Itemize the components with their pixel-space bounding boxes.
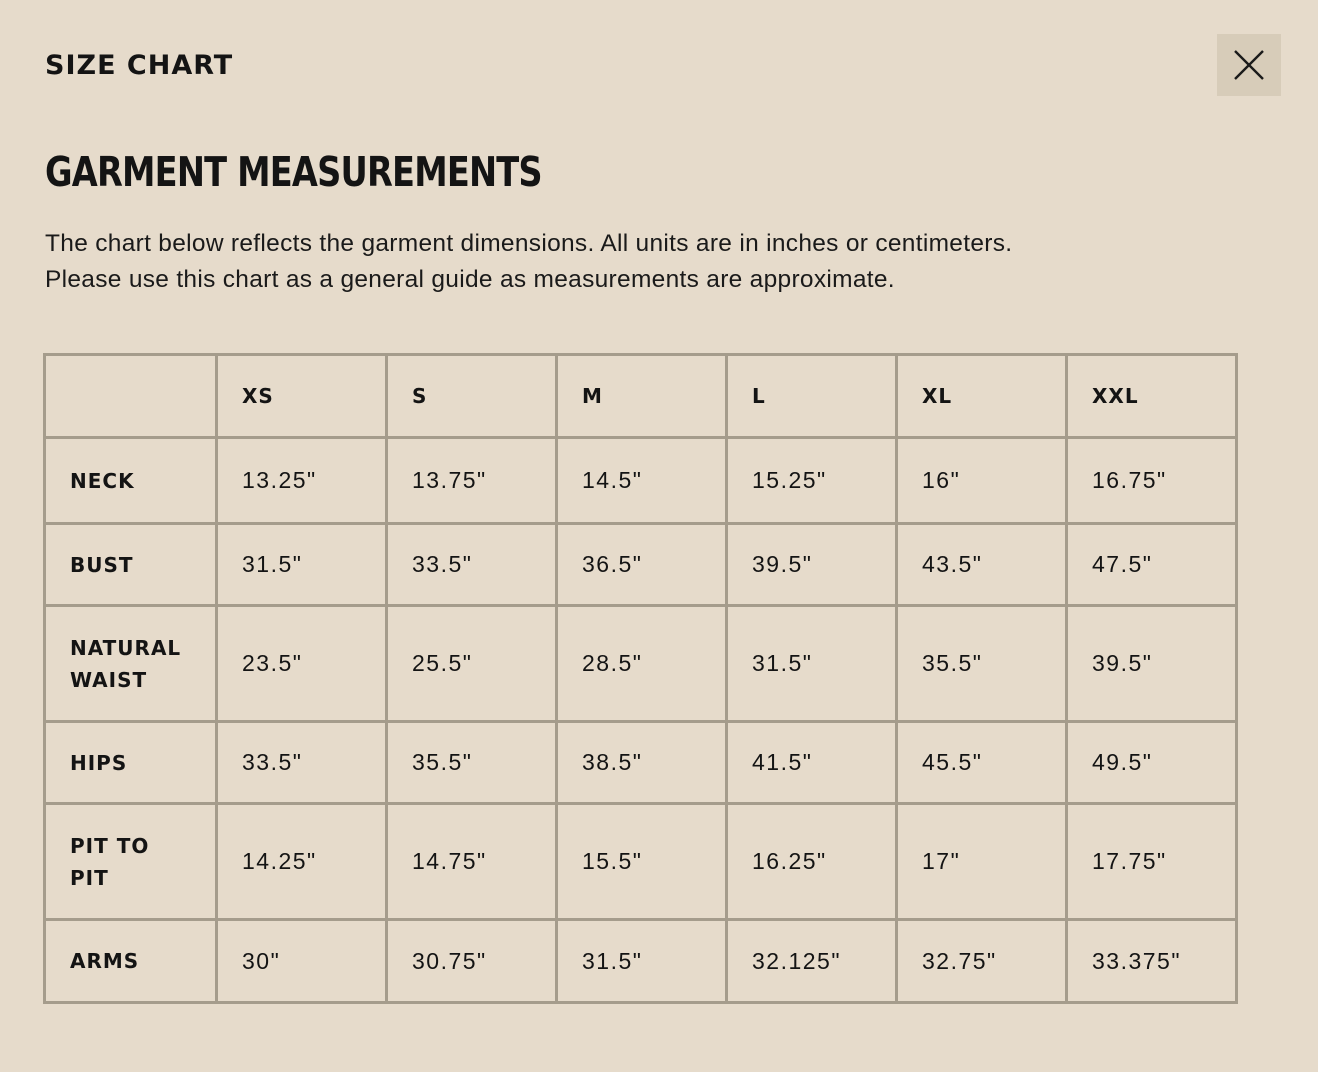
table-row-bust [45, 524, 1237, 606]
table-cell: 16" [897, 438, 1067, 524]
table-row-hips [45, 722, 1237, 804]
table-cell: 31.5" [727, 606, 897, 722]
row-label-line-2: PIT [70, 865, 109, 890]
table-cell: 33.375" [1067, 920, 1237, 1003]
table-cell: 15.25" [727, 438, 897, 524]
header-size-xxl: XXL [1067, 355, 1237, 438]
table-cell: 38.5" [557, 722, 727, 804]
row-label-natural-waist [45, 606, 217, 722]
modal-title: SIZE CHART [45, 50, 234, 81]
close-x-icon [1233, 49, 1265, 81]
table-cell: 49.5" [1067, 722, 1237, 804]
header-empty-cell [45, 355, 217, 438]
table-cell: 30.75" [387, 920, 557, 1003]
table-cell: 13.25" [217, 438, 387, 524]
table-cell: 33.5" [217, 722, 387, 804]
table-cell: 47.5" [1067, 524, 1237, 606]
table-cell: 14.75" [387, 804, 557, 920]
table-cell: 36.5" [557, 524, 727, 606]
row-label-bust: BUST [45, 524, 217, 606]
row-label-line-1: NATURAL [70, 635, 182, 660]
row-label-line-1: PIT TO [70, 833, 150, 858]
row-label-arms: ARMS [45, 920, 217, 1003]
row-label-pit-to-pit [45, 804, 217, 920]
table-cell: 16.75" [1067, 438, 1237, 524]
table-row-neck [45, 438, 1237, 524]
table-cell: 30" [217, 920, 387, 1003]
table-cell: 32.125" [727, 920, 897, 1003]
header-size-s: S [387, 355, 557, 438]
table-cell: 41.5" [727, 722, 897, 804]
description-line-2: Please use this chart as a general guide as measurements are approximate. [45, 266, 895, 293]
description-line-1: The chart below reflects the garment dimensions. All units are in inches or centimeters. [45, 230, 1013, 257]
header-size-xl: XL [897, 355, 1067, 438]
table-cell: 17" [897, 804, 1067, 920]
row-label-hips: HIPS [45, 722, 217, 804]
table-cell: 45.5" [897, 722, 1067, 804]
table-cell: 39.5" [727, 524, 897, 606]
table-cell: 15.5" [557, 804, 727, 920]
header-size-xs: XS [217, 355, 387, 438]
table-cell: 23.5" [217, 606, 387, 722]
description-text [45, 226, 1245, 298]
row-label-neck: NECK [45, 438, 217, 524]
table-cell: 25.5" [387, 606, 557, 722]
section-heading: GARMENT MEASUREMENTS [45, 148, 542, 196]
table-cell: 31.5" [217, 524, 387, 606]
table-cell: 32.75" [897, 920, 1067, 1003]
row-label-line-2: WAIST [70, 667, 148, 692]
table-cell: 17.75" [1067, 804, 1237, 920]
table-cell: 35.5" [387, 722, 557, 804]
header-size-l: L [727, 355, 897, 438]
header-size-m: M [557, 355, 727, 438]
table-header-row [45, 355, 1237, 438]
table-cell: 16.25" [727, 804, 897, 920]
close-button[interactable] [1217, 34, 1281, 96]
table-cell: 31.5" [557, 920, 727, 1003]
table-cell: 39.5" [1067, 606, 1237, 722]
table-row-natural-waist [45, 606, 1237, 722]
table-cell: 13.75" [387, 438, 557, 524]
table-cell: 28.5" [557, 606, 727, 722]
table-cell: 14.25" [217, 804, 387, 920]
size-table [43, 353, 1238, 1004]
table-row-pit-to-pit [45, 804, 1237, 920]
table-cell: 14.5" [557, 438, 727, 524]
table-cell: 33.5" [387, 524, 557, 606]
table-row-arms [45, 920, 1237, 1003]
table-cell: 43.5" [897, 524, 1067, 606]
table-cell: 35.5" [897, 606, 1067, 722]
